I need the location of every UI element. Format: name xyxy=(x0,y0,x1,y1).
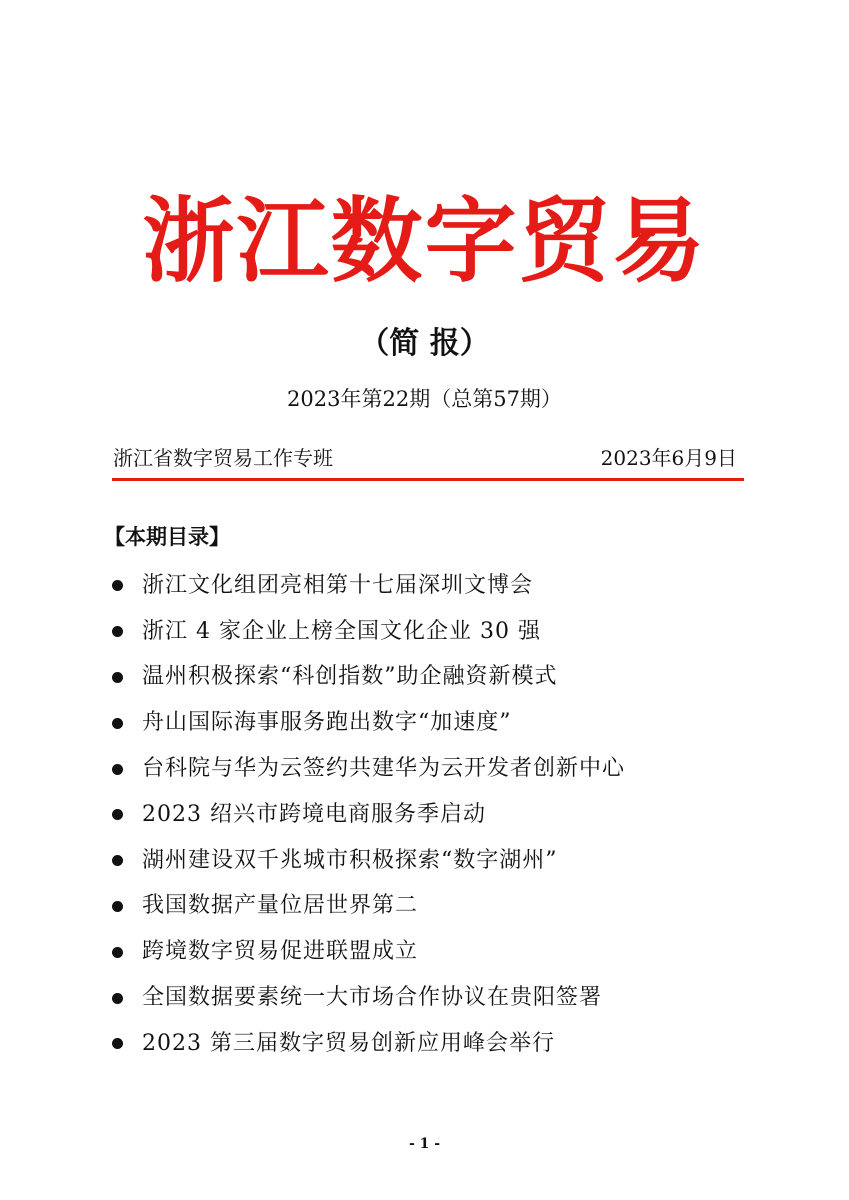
bullet-icon xyxy=(112,809,123,820)
toc-item-label: 我国数据产量位居世界第二 xyxy=(142,893,419,919)
masthead-title: 浙江数字贸易 xyxy=(142,187,707,295)
toc-item-label: 跨境数字贸易促进联盟成立 xyxy=(142,939,419,965)
bullet-icon xyxy=(112,626,123,637)
toc-item[interactable] xyxy=(112,792,625,838)
bullet-icon xyxy=(112,1038,123,1049)
toc-heading: 【本期目录】 xyxy=(104,525,230,549)
toc-item-label: 2023 第三届数字贸易创新应用峰会举行 xyxy=(142,1030,555,1056)
toc-item[interactable] xyxy=(112,975,625,1021)
toc-item[interactable] xyxy=(112,746,625,792)
toc-item-label: 温州积极探索“科创指数”助企融资新模式 xyxy=(142,664,558,690)
toc-item-label: 台科院与华为云签约共建华为云开发者创新中心 xyxy=(142,756,626,782)
bullet-icon xyxy=(112,718,123,729)
toc-item-label: 2023 绍兴市跨境电商服务季启动 xyxy=(142,801,486,827)
toc-item-label: 全国数据要素统一大市场合作协议在贵阳签署 xyxy=(142,985,603,1011)
bullet-icon xyxy=(112,901,123,912)
toc-item[interactable] xyxy=(112,563,625,609)
toc-item[interactable] xyxy=(112,884,625,930)
toc-item-label: 舟山国际海事服务跑出数字“加速度” xyxy=(142,710,512,736)
issue-date: 2023年6月9日 xyxy=(600,446,737,470)
bullet-icon xyxy=(112,993,123,1004)
bulletin-subtitle: （简 报） xyxy=(359,326,490,361)
bullet-icon xyxy=(112,947,123,958)
bullet-icon xyxy=(112,672,123,683)
toc-item-label: 浙江 4 家企业上榜全国文化企业 30 强 xyxy=(142,618,541,644)
bullet-icon xyxy=(112,764,123,775)
toc-item[interactable] xyxy=(112,1021,625,1067)
toc-item[interactable] xyxy=(112,700,625,746)
page-number: - 1 - xyxy=(408,1136,441,1152)
header-divider xyxy=(112,478,744,481)
bullet-icon xyxy=(112,580,123,591)
toc-list xyxy=(112,563,625,1067)
issuer-name: 浙江省数字贸易工作专班 xyxy=(113,446,333,470)
bullet-icon xyxy=(112,855,123,866)
toc-item[interactable] xyxy=(112,838,625,884)
issue-number: 2023年第22期（总第57期） xyxy=(287,387,562,411)
toc-item[interactable] xyxy=(112,609,625,655)
toc-item[interactable] xyxy=(112,929,625,975)
toc-item[interactable] xyxy=(112,655,625,701)
toc-item-label: 浙江文化组团亮相第十七届深圳文博会 xyxy=(142,572,534,598)
toc-item-label: 湖州建设双千兆城市积极探索“数字湖州” xyxy=(142,847,558,873)
